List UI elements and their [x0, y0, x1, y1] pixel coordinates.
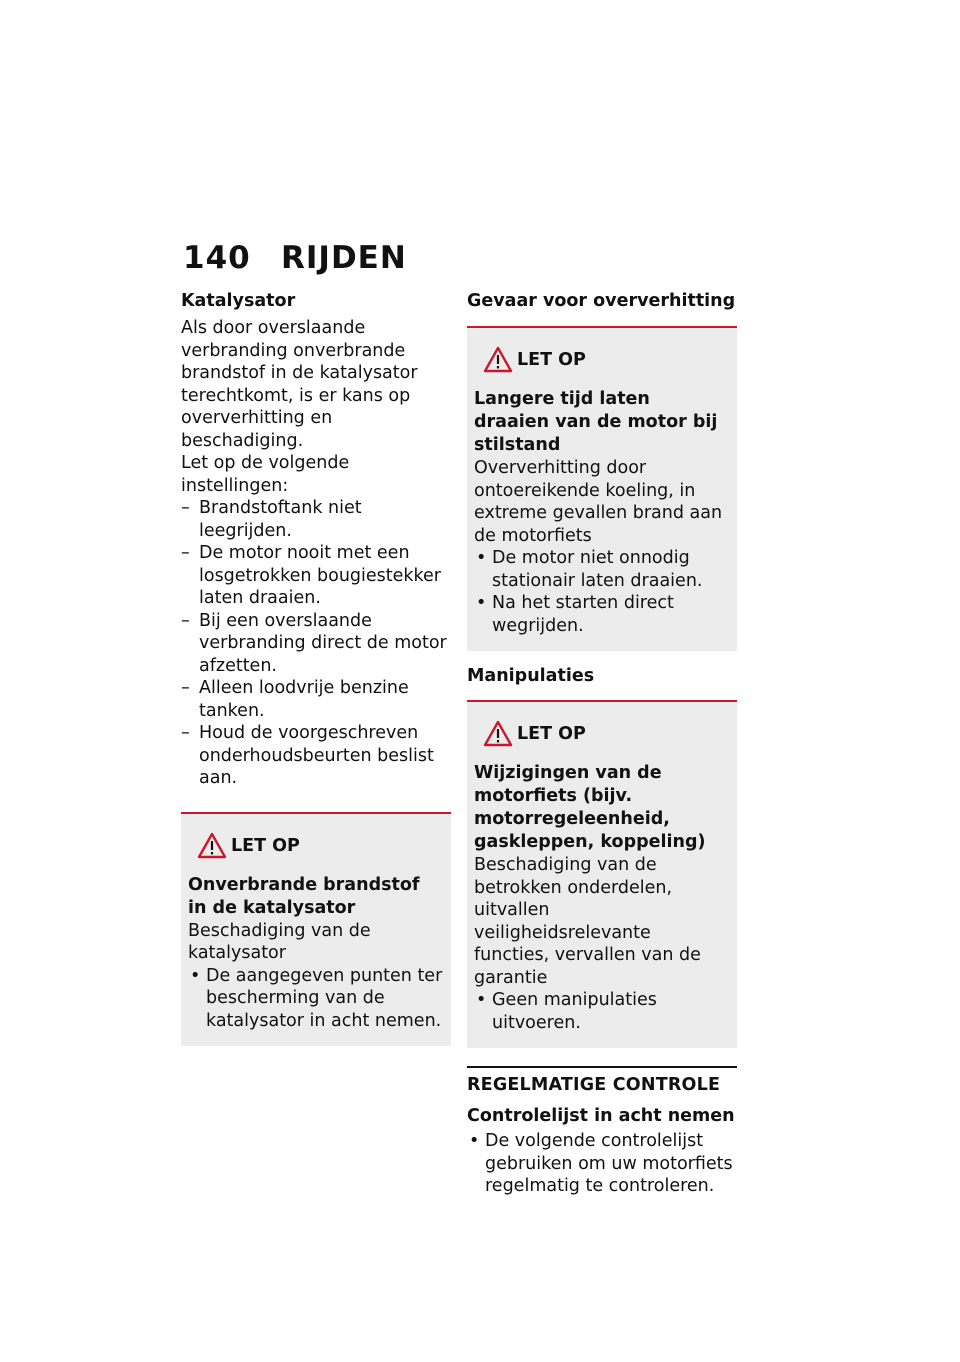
warning-title-row [188, 832, 443, 868]
warning-title: Onverbrande brandstof in de katalysator [188, 874, 420, 918]
warning-title-row [474, 720, 729, 756]
list-item: – De motor nooit met een losgetrokken bougiestekker laten draaien. [181, 542, 451, 610]
warning-label: LET OP [517, 724, 586, 744]
warning-triangle-icon [197, 832, 227, 859]
lead-text: Let op de volgende instellingen: [181, 453, 350, 496]
right-column [467, 290, 737, 1198]
warning-bullets [474, 547, 729, 637]
list-item: – Houd de voorgeschreven onderhoudsbeurten beslist aan. [181, 722, 451, 790]
warning-bullets [474, 989, 729, 1034]
warning-triangle-icon [483, 346, 513, 373]
warning-text: Oververhitting door ontoereikende koeling, in extreme gevallen brand aan de motorfiets [474, 458, 723, 546]
warning-label: LET OP [231, 835, 300, 856]
list-item: • De motor niet onnodig stationair laten draaien. [474, 547, 729, 592]
list-item: – Bij een overslaande verbranding direct de motor afzetten. [181, 610, 451, 678]
warning-text: Beschadiging van de katalysator [188, 920, 371, 963]
warning-title: Wijzigingen van de motorfiets (bijv. motorregeleenheid, gaskleppen, koppeling) [474, 763, 706, 852]
list-item: • De volgende controlelijst gebruiken om uw motorfiets regelmatig te controleren. [467, 1130, 737, 1198]
list-item: • Geen manipulaties uitvoeren. [474, 989, 729, 1034]
list-item: – Alleen loodvrije benzine tanken. [181, 677, 451, 722]
warning-triangle-icon [483, 720, 513, 747]
section-title-regelmatige-controle: REGELMATIGE CONTROLE [467, 1066, 737, 1096]
chapter-title: RIJDEN [281, 240, 407, 276]
warning-box [467, 700, 737, 1048]
warning-box [467, 326, 737, 651]
instruction-list [181, 497, 451, 790]
list-item: • De aangegeven punten ter bescherming van de katalysator in acht nemen. [188, 965, 443, 1033]
warning-bullets [188, 965, 443, 1033]
intro-text: Als door overslaande verbranding onverbrande brandstof in de katalysator terechtkomt, is er kans op oververhitting en beschadiging. [181, 318, 418, 451]
left-column [181, 290, 451, 1046]
warning-title-row [474, 346, 729, 382]
warning-label: LET OP [517, 350, 586, 370]
warning-box [181, 812, 451, 1047]
section-heading-katalysator: Katalysator [181, 291, 296, 311]
section-heading-oververhitting: Gevaar voor oververhitting [467, 291, 736, 311]
list-item: – Brandstoftank niet leegrijden. [181, 497, 451, 542]
subheading-controlelijst: Controlelijst in acht nemen [467, 1106, 735, 1126]
section-heading-manipulaties: Manipulaties [467, 666, 595, 686]
controle-bullets [467, 1130, 737, 1198]
warning-title: Langere tijd laten draaien van de motor bij stilstand [474, 389, 718, 455]
page-number: 140 [183, 240, 251, 276]
warning-text: Beschadiging van de betrokken onderdelen, uitvallen veiligheidsrelevante functies, vervallen van de garantie [474, 855, 701, 988]
list-item: • Na het starten direct wegrijden. [474, 592, 729, 637]
